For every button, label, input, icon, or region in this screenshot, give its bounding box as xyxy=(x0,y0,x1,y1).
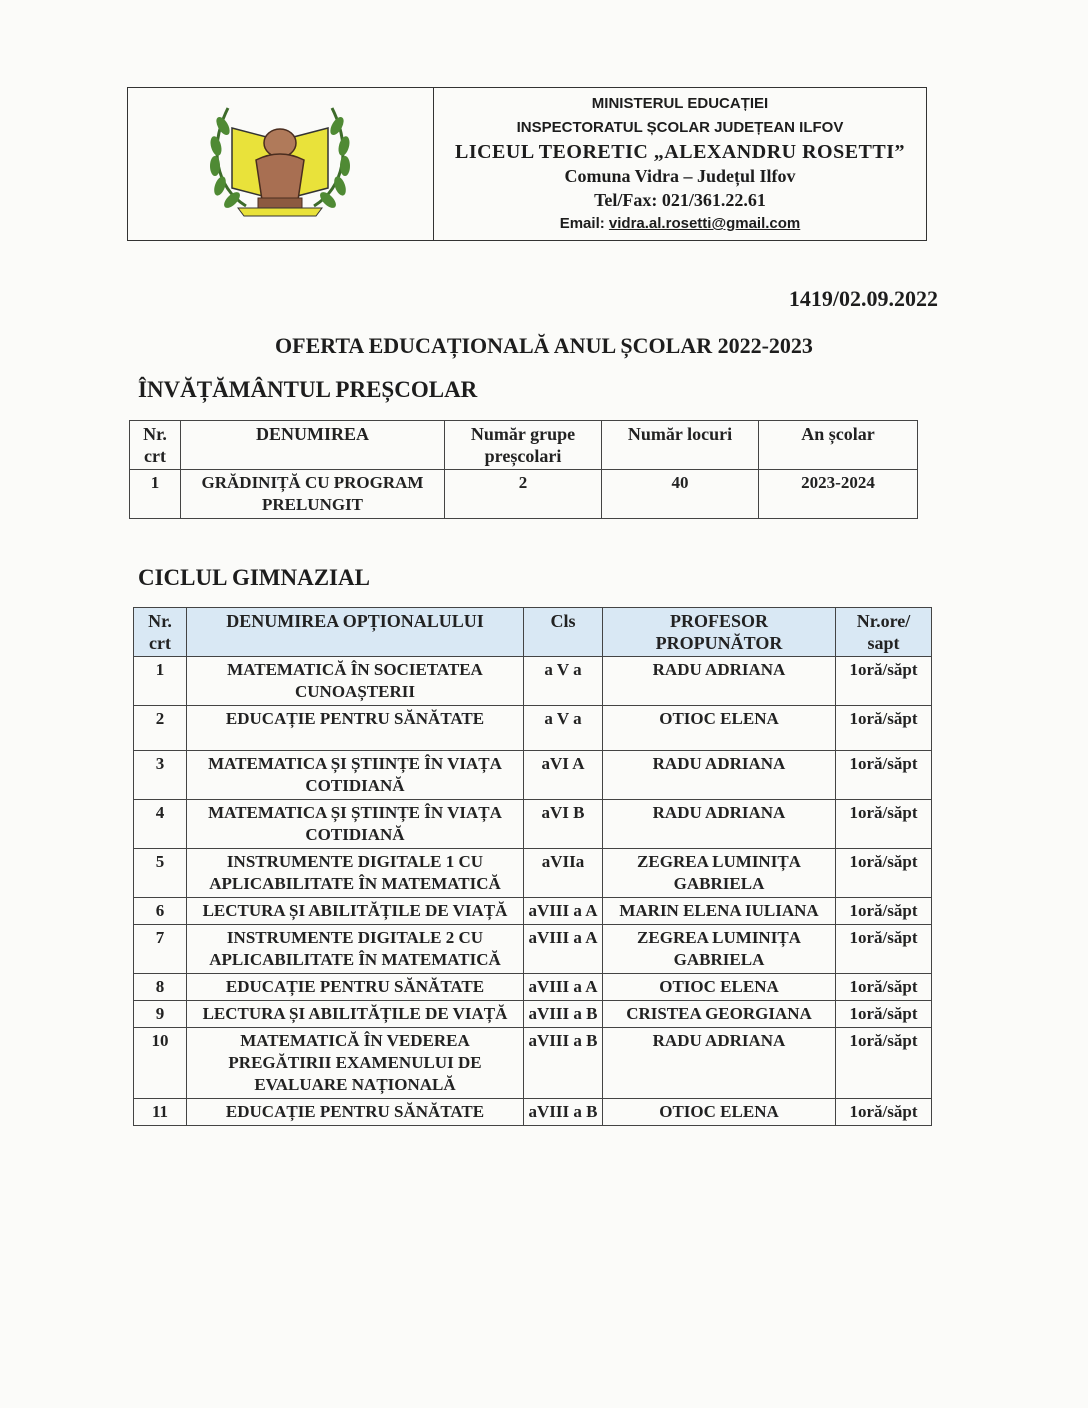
table-cell: aVIIa xyxy=(524,849,603,898)
table-cell: LECTURA ȘI ABILITĂȚILE DE VIAȚĂ xyxy=(187,898,524,925)
page-title: OFERTA EDUCAȚIONALĂ ANUL ȘCOLAR 2022-2023 xyxy=(275,333,813,358)
table-cell: 6 xyxy=(134,898,187,925)
table-cell: 11 xyxy=(134,1099,187,1126)
table-cell: 7 xyxy=(134,925,187,974)
table-cell: EDUCAȚIE PENTRU SĂNĂTATE xyxy=(187,1099,524,1126)
table-cell: EDUCAȚIE PENTRU SĂNĂTATE xyxy=(187,706,524,751)
table-cell: RADU ADRIANA xyxy=(603,1028,836,1099)
table-cell: MARIN ELENA IULIANA xyxy=(603,898,836,925)
letterhead xyxy=(127,87,927,241)
table-row xyxy=(134,751,932,800)
school-logo xyxy=(128,88,434,240)
table-row xyxy=(134,657,932,706)
table-cell: MATEMATICĂ ÎN SOCIETATEA CUNOAȘTERII xyxy=(187,657,524,706)
header-cell: Nr. crt xyxy=(130,421,181,470)
header-cell: Nr.ore/ sapt xyxy=(836,608,932,657)
email-link[interactable]: vidra.al.rosetti@gmail.com xyxy=(608,215,801,232)
table-cell: 1oră/săpt xyxy=(836,974,932,1001)
table-cell: 10 xyxy=(134,1028,187,1099)
header-cell: DENUMIREA OPȚIONALULUI xyxy=(187,608,524,657)
letterhead-text xyxy=(434,88,926,240)
table-row xyxy=(134,706,932,751)
inspectorate-name: INSPECTORATUL ȘCOLAR JUDEȚEAN ILFOV xyxy=(516,119,844,136)
ministry-name: MINISTERUL EDUCAȚIEI xyxy=(591,95,769,112)
table-cell: MATEMATICĂ ÎN VEDEREA PREGĂTIRII EXAMENULUI DE EVALUARE NAȚIONALĂ xyxy=(187,1028,524,1099)
table-cell: aVI B xyxy=(524,800,603,849)
table-cell: aVIII a B xyxy=(524,1001,603,1028)
table-cell: CRISTEA GEORGIANA xyxy=(603,1001,836,1028)
header-cell: Cls xyxy=(524,608,603,657)
table-cell: 40 xyxy=(602,470,759,519)
table-cell: 1oră/săpt xyxy=(836,1099,932,1126)
table-cell: 9 xyxy=(134,1001,187,1028)
table-cell: a V a xyxy=(524,657,603,706)
table-cell: 1oră/săpt xyxy=(836,849,932,898)
school-email xyxy=(560,212,801,236)
table-cell: RADU ADRIANA xyxy=(603,657,836,706)
gymnasium-table xyxy=(133,607,932,1126)
table-cell: 1oră/săpt xyxy=(836,800,932,849)
table-cell: aVIII a A xyxy=(524,925,603,974)
table-cell: OTIOC ELENA xyxy=(603,1099,836,1126)
table-header-row xyxy=(134,608,932,657)
table-cell: 1 xyxy=(130,470,181,519)
table-cell: OTIOC ELENA xyxy=(603,706,836,751)
table-cell: 4 xyxy=(134,800,187,849)
table-cell: a V a xyxy=(524,706,603,751)
table-row xyxy=(134,849,932,898)
table-row xyxy=(134,1028,932,1099)
table-cell: OTIOC ELENA xyxy=(603,974,836,1001)
table-cell: 1oră/săpt xyxy=(836,1028,932,1099)
header-cell: Număr locuri xyxy=(602,421,759,470)
table-cell: RADU ADRIANA xyxy=(603,751,836,800)
table-header-row xyxy=(130,421,918,470)
gymnasium-heading: CICLUL GIMNAZIAL xyxy=(138,565,370,590)
table-row xyxy=(134,925,932,974)
header-cell: An școlar xyxy=(759,421,918,470)
table-row xyxy=(134,1099,932,1126)
table-cell: 1oră/săpt xyxy=(836,706,932,751)
school-name: LICEUL TEORETIC „ALEXANDRU ROSETTI” xyxy=(454,141,906,163)
table-cell: 2 xyxy=(445,470,602,519)
table-cell: 2 xyxy=(134,706,187,751)
table-cell: 8 xyxy=(134,974,187,1001)
table-cell: RADU ADRIANA xyxy=(603,800,836,849)
table-cell: 1oră/săpt xyxy=(836,898,932,925)
table-cell: MATEMATICA ȘI ȘTIINȚE ÎN VIAȚA COTIDIANĂ xyxy=(187,751,524,800)
table-cell: aVIII a A xyxy=(524,974,603,1001)
table-cell: 1oră/săpt xyxy=(836,751,932,800)
table-row xyxy=(134,1001,932,1028)
header-cell: DENUMIREA xyxy=(181,421,445,470)
table-cell: LECTURA ȘI ABILITĂȚILE DE VIAȚĂ xyxy=(187,1001,524,1028)
laurel-book-emblem-icon xyxy=(128,88,433,240)
table-cell: 5 xyxy=(134,849,187,898)
table-cell: 1oră/săpt xyxy=(836,657,932,706)
table-cell: aVIII a A xyxy=(524,898,603,925)
email-label: Email: xyxy=(559,215,605,232)
table-cell: GRĂDINIȚĂ CU PROGRAM PRELUNGIT xyxy=(181,470,445,519)
school-address: Comuna Vidra – Județul Ilfov xyxy=(564,166,796,186)
table-cell: aVI A xyxy=(524,751,603,800)
table-cell: INSTRUMENTE DIGITALE 1 CU APLICABILITATE ÎN MATEMATICĂ xyxy=(187,849,524,898)
table-cell: 1oră/săpt xyxy=(836,925,932,974)
table-cell: 2023-2024 xyxy=(759,470,918,519)
table-cell: MATEMATICA ȘI ȘTIINȚE ÎN VIAȚA COTIDIANĂ xyxy=(187,800,524,849)
document-number: 1419/02.09.2022 xyxy=(788,286,938,311)
table-row xyxy=(130,470,918,519)
table-cell: ZEGREA LUMINIȚA GABRIELA xyxy=(603,925,836,974)
table-cell: ZEGREA LUMINIȚA GABRIELA xyxy=(603,849,836,898)
school-phone: Tel/Fax: 021/361.22.61 xyxy=(594,190,766,210)
table-row xyxy=(134,800,932,849)
header-cell: Număr grupe preșcolari xyxy=(445,421,602,470)
header-cell: Nr. crt xyxy=(134,608,187,657)
table-cell: aVIII a B xyxy=(524,1099,603,1126)
table-cell: aVIII a B xyxy=(524,1028,603,1099)
table-cell: 1 xyxy=(134,657,187,706)
table-cell: 1oră/săpt xyxy=(836,1001,932,1028)
table-row xyxy=(134,974,932,1001)
table-row xyxy=(134,898,932,925)
table-cell: EDUCAȚIE PENTRU SĂNĂTATE xyxy=(187,974,524,1001)
table-cell: 3 xyxy=(134,751,187,800)
table-cell: INSTRUMENTE DIGITALE 2 CU APLICABILITATE ÎN MATEMATICĂ xyxy=(187,925,524,974)
header-cell: PROFESOR PROPUNĂTOR xyxy=(603,608,836,657)
preschool-table xyxy=(129,420,918,519)
preschool-heading: ÎNVĂȚĂMÂNTUL PREȘCOLAR xyxy=(138,377,478,402)
